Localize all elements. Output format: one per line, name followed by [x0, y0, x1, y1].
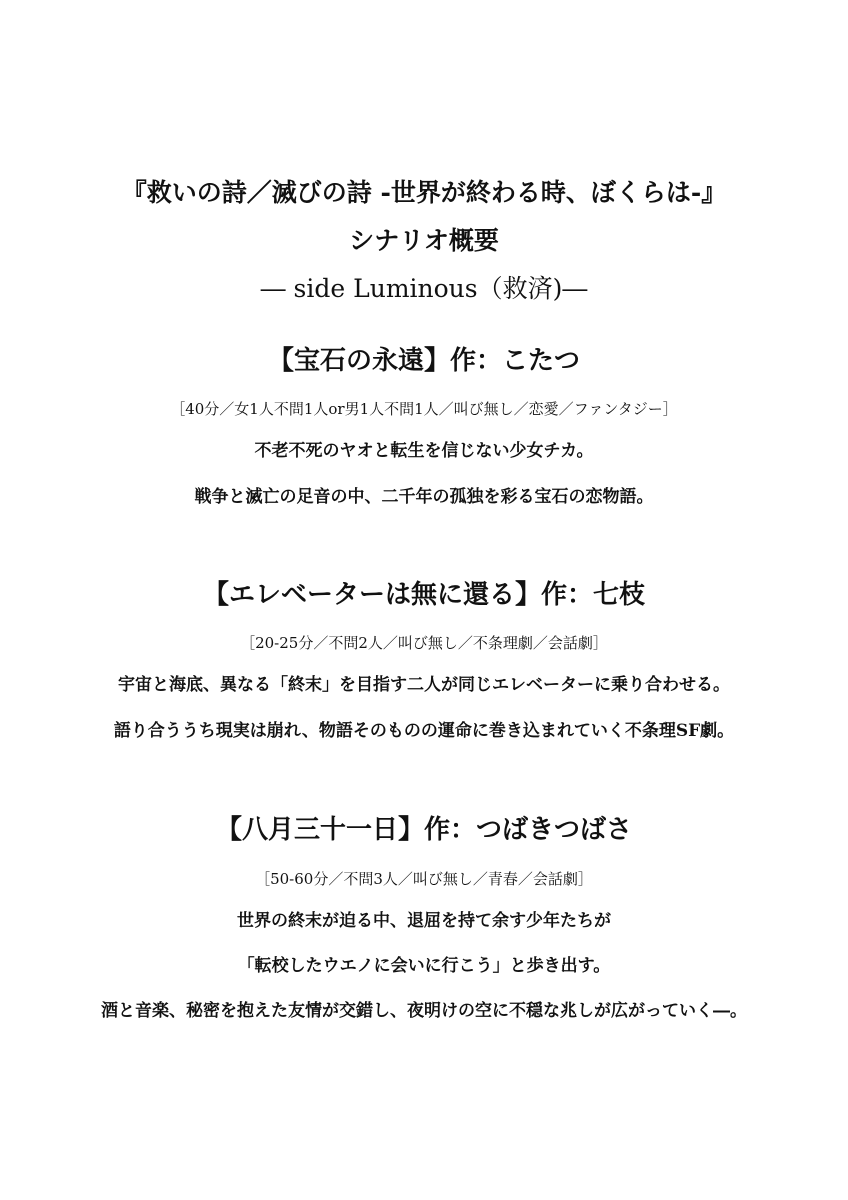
story-title: 【エレベーターは無に還る】作：七枝 — [202, 580, 645, 610]
story-title: 【宝石の永遠】作：こたつ — [267, 346, 580, 376]
story-meta: ［50-60分／不問3人／叫び無し／青春／会話劇］ — [255, 870, 593, 888]
story-description-line: 語り合ううち現実は崩れ、物語そのものの運命に巻き込まれていく不条理SF劇。 — [113, 721, 735, 741]
document-subtitle: シナリオ概要 — [349, 226, 499, 255]
story-title: 【八月三十一日】作：つばきつばさ — [215, 815, 632, 845]
story-description-line: 戦争と滅亡の足音の中、二千年の孤独を彩る宝石の恋物語。 — [194, 487, 654, 507]
story-description-line: 宇宙と海底、異なる「終末」を目指す二人が同じエレベーターに乗り合わせる。 — [118, 675, 730, 695]
story-meta: ［20-25分／不問2人／叫び無し／不条理劇／会話劇］ — [240, 634, 608, 652]
story-description-line: 不老不死のヤオと転生を信じない少女チカ。 — [254, 441, 594, 461]
story-description-line: 「転校したウエノに会いに行こう」と歩き出す。 — [237, 956, 611, 976]
document-title: 『救いの詩／滅びの詩 -世界が終わる時、ぼくらは-』 — [121, 178, 727, 207]
story-description-line: 酒と音楽、秘密を抱えた友情が交錯し、夜明けの空に不穏な兆しが広がっていく―。 — [101, 1001, 747, 1021]
side-label: ― side Luminous（救済)― — [260, 274, 588, 303]
story-meta: ［40分／女1人不問1人or男1人不問1人／叫び無し／恋愛／ファンタジー］ — [170, 400, 678, 418]
story-description-line: 世界の終末が迫る中、退屈を持て余す少年たちが — [237, 911, 611, 931]
